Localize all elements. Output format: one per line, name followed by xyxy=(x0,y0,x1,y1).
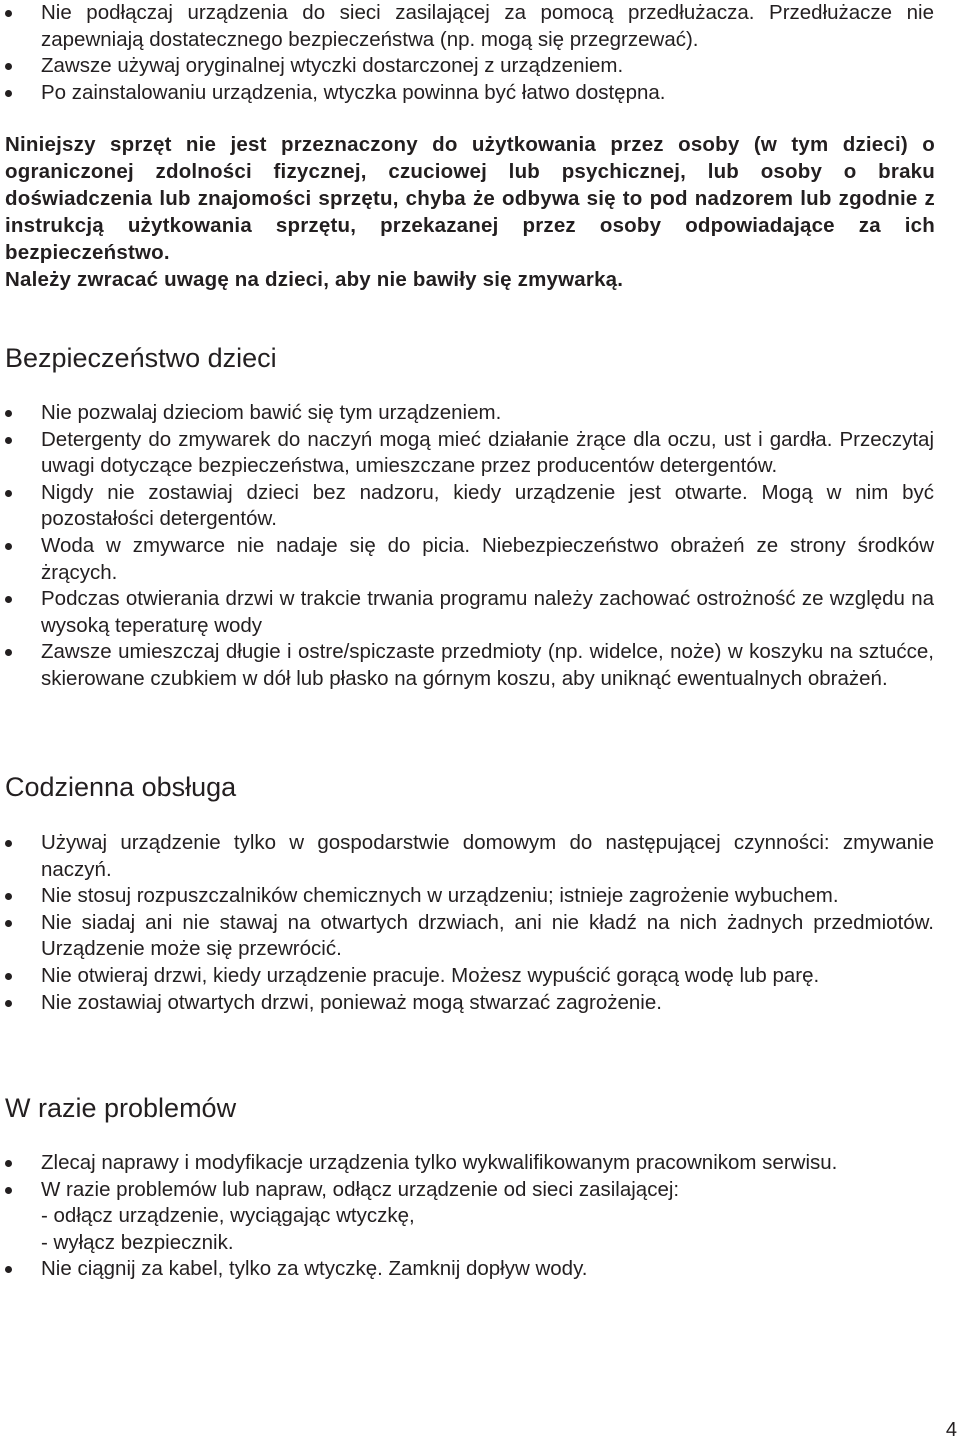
list-item-text: Zlecaj naprawy i modyfikacje urządzenia tylko wykwalifikowanym pracownikom serwisu. xyxy=(41,1151,838,1174)
list-item xyxy=(0,586,934,639)
bullet-icon xyxy=(5,90,12,97)
list-item-text: Nie otwieraj drzwi, kiedy urządzenie pracuje. Możesz wypuścić gorącą wodę lub parę. xyxy=(41,963,820,987)
list-item xyxy=(0,990,934,1017)
list-item xyxy=(0,400,934,427)
list-item-text: Po zainstalowaniu urządzenia, wtyczka powinna być łatwo dostępna. xyxy=(41,80,666,104)
list-item xyxy=(0,883,934,910)
bullet-icon xyxy=(5,1266,12,1273)
bullet-icon xyxy=(5,649,12,656)
warning-paragraph: Niniejszy sprzęt nie jest przeznaczony do użytkowania przez osoby (w tym dzieci) o ograniczonej zdolności fizycznej, czuciowej lub psychicznej, lub osoby o braku doświadczenia lub znajomości sprzętu, chyba że odbywa się to pod nadzorem lub zgodnie z instrukcją użytkowania sprzętu, przekazanej przez osoby odpowiadające za ich bezpieczeństwo. xyxy=(5,133,935,264)
list-item-text: Używaj urządzenie tylko w gospodarstwie domowym do następującej czynności: zmywanie naczyń. xyxy=(41,831,934,881)
bullet-icon xyxy=(5,410,12,417)
list-item xyxy=(0,639,934,692)
list-item-text: Zawsze używaj oryginalnej wtyczki dostarczonej z urządzeniem. xyxy=(41,54,624,78)
bullet-icon xyxy=(5,437,12,444)
bullet-icon xyxy=(5,840,12,847)
list-item xyxy=(0,80,934,107)
bullet-icon xyxy=(5,920,12,927)
bullet-icon xyxy=(5,1187,12,1194)
list-item-text: Nie stosuj rozpuszczalników chemicznych w urządzeniu; istnieje zagrożenie wybuchem. xyxy=(41,884,839,908)
list-item xyxy=(0,427,934,480)
list-item xyxy=(0,533,934,586)
bullet-icon xyxy=(5,973,12,980)
bullet-icon xyxy=(5,893,12,900)
list-item xyxy=(0,1150,934,1177)
bullet-icon xyxy=(5,596,12,603)
list-item-text: Nie zostawiaj otwartych drzwi, ponieważ mogą stwarzać zagrożenie. xyxy=(41,990,662,1014)
problems-list xyxy=(0,1150,934,1283)
list-item xyxy=(0,53,934,80)
list-item-step: - odłącz urządzenie, wyciągając wtyczkę, xyxy=(41,1204,415,1228)
child-safety-list xyxy=(0,400,934,693)
bullet-icon xyxy=(5,10,12,17)
list-item-text: Nie siadaj ani nie stawaj na otwartych drzwiach, ani nie kładź na nich żadnych przedmiotów. Urządzenie może się przewrócić. xyxy=(41,910,934,961)
bullet-icon xyxy=(5,543,12,550)
list-item-text: Detergenty do zmywarek do naczyń mogą mieć działanie żrące dla oczu, ust i gardła. Przeczytaj uwagi dotyczące bezpieczeństwa, umieszczane przez producentów detergentów. xyxy=(41,427,934,478)
list-item-text: Nie podłączaj urządzenia do sieci zasilającej za pomocą przedłużacza. Przedłużacze nie zapewniają dostatecznego bezpieczeństwa (np. mogą się przegrzewać). xyxy=(41,1,934,51)
list-item-text: Podczas otwierania drzwi w trakcie trwania programu należy zachować ostrożność ze względu na wysoką teperaturę wody xyxy=(41,587,934,637)
list-item xyxy=(0,480,934,533)
intro-bullet-list xyxy=(0,0,934,106)
list-item xyxy=(0,1256,934,1283)
list-item-text: W razie problemów lub napraw, odłącz urządzenie od sieci zasilającej: xyxy=(41,1177,680,1201)
daily-care-list xyxy=(0,830,934,1016)
children-note: Należy zwracać uwagę na dzieci, aby nie bawiły się zmywarką. xyxy=(5,268,624,291)
list-item-step: - wyłącz bezpiecznik. xyxy=(41,1230,234,1254)
bullet-icon xyxy=(5,1000,12,1007)
list-item-text: Woda w zmywarce nie nadaje się do picia. Niebezpieczeństwo obrażeń ze strony środków żrących. xyxy=(41,533,934,584)
list-item xyxy=(0,1177,934,1257)
list-item xyxy=(0,910,934,963)
list-item xyxy=(0,963,934,990)
warning-block xyxy=(5,131,935,293)
section-title-daily-care: Codzienna obsługa xyxy=(5,772,237,802)
bullet-icon xyxy=(5,490,12,497)
list-item-text: Zawsze umieszczaj długie i ostre/spiczaste przedmioty (np. widelce, noże) w koszyku na sztućce, skierowane czubkiem w dół lub płasko na górnym koszu, aby uniknąć ewentualnych obrażeń. xyxy=(41,640,934,690)
bullet-icon xyxy=(5,63,12,70)
list-item-text: Nie pozwalaj dzieciom bawić się tym urządzeniem. xyxy=(41,401,502,424)
section-title-child-safety: Bezpieczeństwo dzieci xyxy=(5,343,277,373)
list-item-text: Nigdy nie zostawiaj dzieci bez nadzoru, kiedy urządzenie jest otwarte. Mogą w nim być pozostałości detergentów. xyxy=(41,480,934,531)
bullet-icon xyxy=(5,1160,12,1167)
list-item xyxy=(0,0,934,53)
section-title-problems: W razie problemów xyxy=(5,1093,237,1123)
page-number: 4 xyxy=(945,1419,957,1441)
list-item xyxy=(0,830,934,883)
list-item-text: Nie ciągnij za kabel, tylko za wtyczkę. Zamknij dopływ wody. xyxy=(41,1257,588,1281)
